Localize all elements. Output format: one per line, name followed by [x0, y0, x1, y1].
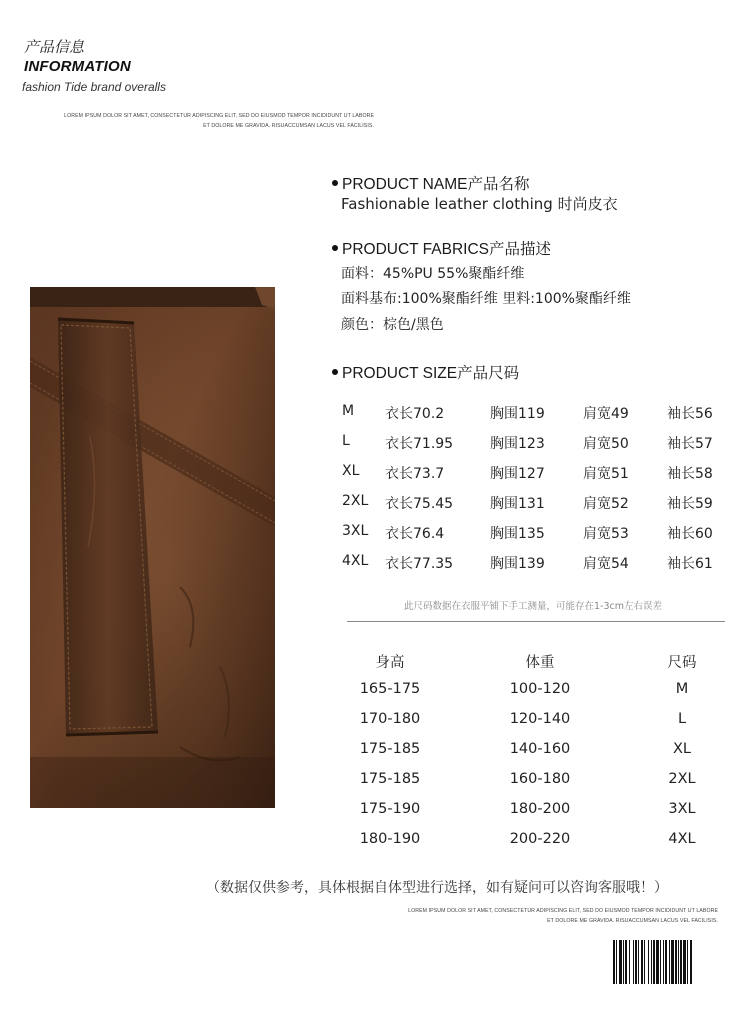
bullet-dot-icon	[332, 180, 338, 186]
header-lorem	[24, 111, 374, 131]
fit-height: 165-175	[359, 681, 421, 697]
leather-jacket-photo	[30, 287, 275, 808]
fabrics-line-3: 颜色：棕色/黑色	[341, 317, 444, 333]
size-chest: 胸围139	[490, 556, 545, 572]
fit-size: 3XL	[668, 801, 696, 817]
barcode-bar	[669, 940, 670, 984]
fit-size: L	[677, 711, 687, 727]
bullet-dot-icon	[332, 245, 338, 251]
size-label: L	[342, 433, 350, 449]
fit-weight: 160-180	[509, 771, 571, 787]
fit-weight: 120-140	[509, 711, 571, 727]
size-chest: 胸围131	[490, 496, 545, 512]
size-sleeve: 袖长60	[667, 526, 713, 542]
table-row	[340, 681, 740, 703]
fit-weight: 140-160	[509, 741, 571, 757]
barcode-bar	[641, 940, 643, 984]
size-label: M	[342, 403, 355, 419]
fit-size: M	[675, 681, 689, 697]
size-shoulder: 肩宽53	[583, 526, 629, 542]
barcode-bar	[671, 940, 674, 984]
fabrics-heading	[332, 237, 551, 259]
barcode-bar	[648, 940, 649, 984]
disclaimer-text: （数据仅供参考，具体根据自体型进行选择，如有疑问可以咨询客服哦！）	[206, 880, 668, 896]
barcode-bar	[651, 940, 652, 984]
barcode-bar	[690, 940, 692, 984]
table-row	[340, 831, 740, 853]
size-length: 衣长76.4	[385, 526, 445, 542]
bullet-dot-icon	[332, 369, 338, 375]
fit-height: 175-190	[359, 801, 421, 817]
barcode-bar	[687, 940, 688, 984]
fit-table-header	[340, 651, 740, 673]
fit-weight: 200-220	[509, 831, 571, 847]
barcode-bar	[678, 940, 679, 984]
size-label: XL	[342, 463, 360, 479]
fit-height: 175-185	[359, 771, 421, 787]
product-name-heading	[332, 172, 529, 194]
barcode-icon	[613, 940, 720, 984]
size-label: 2XL	[342, 493, 369, 509]
barcode-bar	[660, 940, 661, 984]
size-label: 4XL	[342, 553, 369, 569]
fabrics-line-1: 面料：45%PU 55%聚酯纤维	[341, 266, 525, 282]
table-row	[340, 741, 740, 763]
barcode-bar	[683, 940, 686, 984]
footer-lorem	[368, 906, 718, 926]
header-title-cn: 产品信息	[24, 38, 85, 56]
size-shoulder: 肩宽52	[583, 496, 629, 512]
size-sleeve: 袖长59	[667, 496, 713, 512]
size-length: 衣长77.35	[385, 556, 454, 572]
size-sleeve: 袖长61	[667, 556, 713, 572]
size-note: 此尺码数据在衣服平铺下手工测量，可能存在1-3cm左右误差	[404, 601, 662, 612]
size-shoulder: 肩宽50	[583, 436, 629, 452]
product-name-heading-text: PRODUCT NAME产品名称	[342, 176, 530, 193]
size-shoulder: 肩宽51	[583, 466, 629, 482]
size-shoulder: 肩宽54	[583, 556, 629, 572]
table-row	[340, 711, 740, 733]
barcode-bar	[665, 940, 667, 984]
fit-height: 170-180	[359, 711, 421, 727]
barcode-bar	[663, 940, 664, 984]
barcode-bar	[623, 940, 624, 984]
fit-size: 2XL	[668, 771, 696, 787]
barcode-bar	[644, 940, 645, 984]
footer-lorem-line-1: LOREM IPSUM DOLOR SIT AMET, CONSECTETUR ADIPISCING ELIT, SED DO EIUSMOD TEMPOR INCIDIDUNT UT LABORE	[408, 908, 718, 914]
barcode-bar	[656, 940, 659, 984]
size-row	[342, 553, 732, 575]
size-heading	[332, 361, 519, 383]
fit-size: 4XL	[668, 831, 696, 847]
fit-height: 175-185	[359, 741, 421, 757]
size-row	[342, 403, 732, 425]
size-sleeve: 袖长56	[667, 406, 713, 422]
footer-lorem-line-2: ET DOLORE ME GRAVIDA. RISUACCUMSAN LACUS VEL FACILISIS.	[547, 918, 718, 924]
fit-height: 180-190	[359, 831, 421, 847]
header-lorem-line-1: LOREM IPSUM DOLOR SIT AMET, CONSECTETUR ADIPISCING ELIT, SED DO EIUSMOD TEMPOR INCIDIDUNT UT LABORE	[64, 113, 374, 119]
barcode-bar	[635, 940, 637, 984]
header-subtitle: fashion Tide brand overalls	[22, 80, 166, 94]
size-row	[342, 523, 732, 545]
fit-header-weight: 体重	[525, 655, 555, 671]
size-row	[342, 493, 732, 515]
divider	[347, 621, 725, 622]
barcode-bar	[638, 940, 639, 984]
leather-jacket-illustration	[30, 287, 275, 808]
fabrics-heading-text: PRODUCT FABRICS产品描述	[342, 241, 551, 258]
fit-header-size: 尺码	[667, 655, 697, 671]
size-chest: 胸围127	[490, 466, 545, 482]
size-chest: 胸围135	[490, 526, 545, 542]
barcode-bar	[619, 940, 622, 984]
size-length: 衣长73.7	[385, 466, 445, 482]
size-sleeve: 袖长58	[667, 466, 713, 482]
size-length: 衣长75.45	[385, 496, 454, 512]
header-title-en: INFORMATION	[24, 58, 131, 75]
table-row	[340, 801, 740, 823]
table-row	[340, 771, 740, 793]
size-row	[342, 433, 732, 455]
barcode-bar	[633, 940, 634, 984]
size-length: 衣长71.95	[385, 436, 454, 452]
barcode-bar	[653, 940, 655, 984]
barcode-bar	[613, 940, 615, 984]
size-chest: 胸围123	[490, 436, 545, 452]
fit-weight: 100-120	[509, 681, 571, 697]
fabrics-line-2: 面料基布:100%聚酯纤维 里料:100%聚酯纤维	[341, 291, 631, 307]
fit-size: XL	[672, 741, 691, 757]
size-heading-text: PRODUCT SIZE产品尺码	[342, 365, 520, 382]
barcode-bar	[616, 940, 617, 984]
size-sleeve: 袖长57	[667, 436, 713, 452]
size-chest: 胸围119	[490, 406, 545, 422]
size-row	[342, 463, 732, 485]
barcode-bar	[680, 940, 682, 984]
barcode-bar	[629, 940, 630, 984]
product-name-value: Fashionable leather clothing 时尚皮衣	[341, 195, 618, 213]
size-shoulder: 肩宽49	[583, 406, 629, 422]
barcode-bar	[675, 940, 677, 984]
header-lorem-line-2: ET DOLORE ME GRAVIDA. RISUACCUMSAN LACUS VEL FACILISIS.	[203, 123, 374, 129]
fit-header-height: 身高	[375, 655, 405, 671]
size-length: 衣长70.2	[385, 406, 445, 422]
fit-weight: 180-200	[509, 801, 571, 817]
barcode-bar	[625, 940, 627, 984]
size-label: 3XL	[342, 523, 369, 539]
